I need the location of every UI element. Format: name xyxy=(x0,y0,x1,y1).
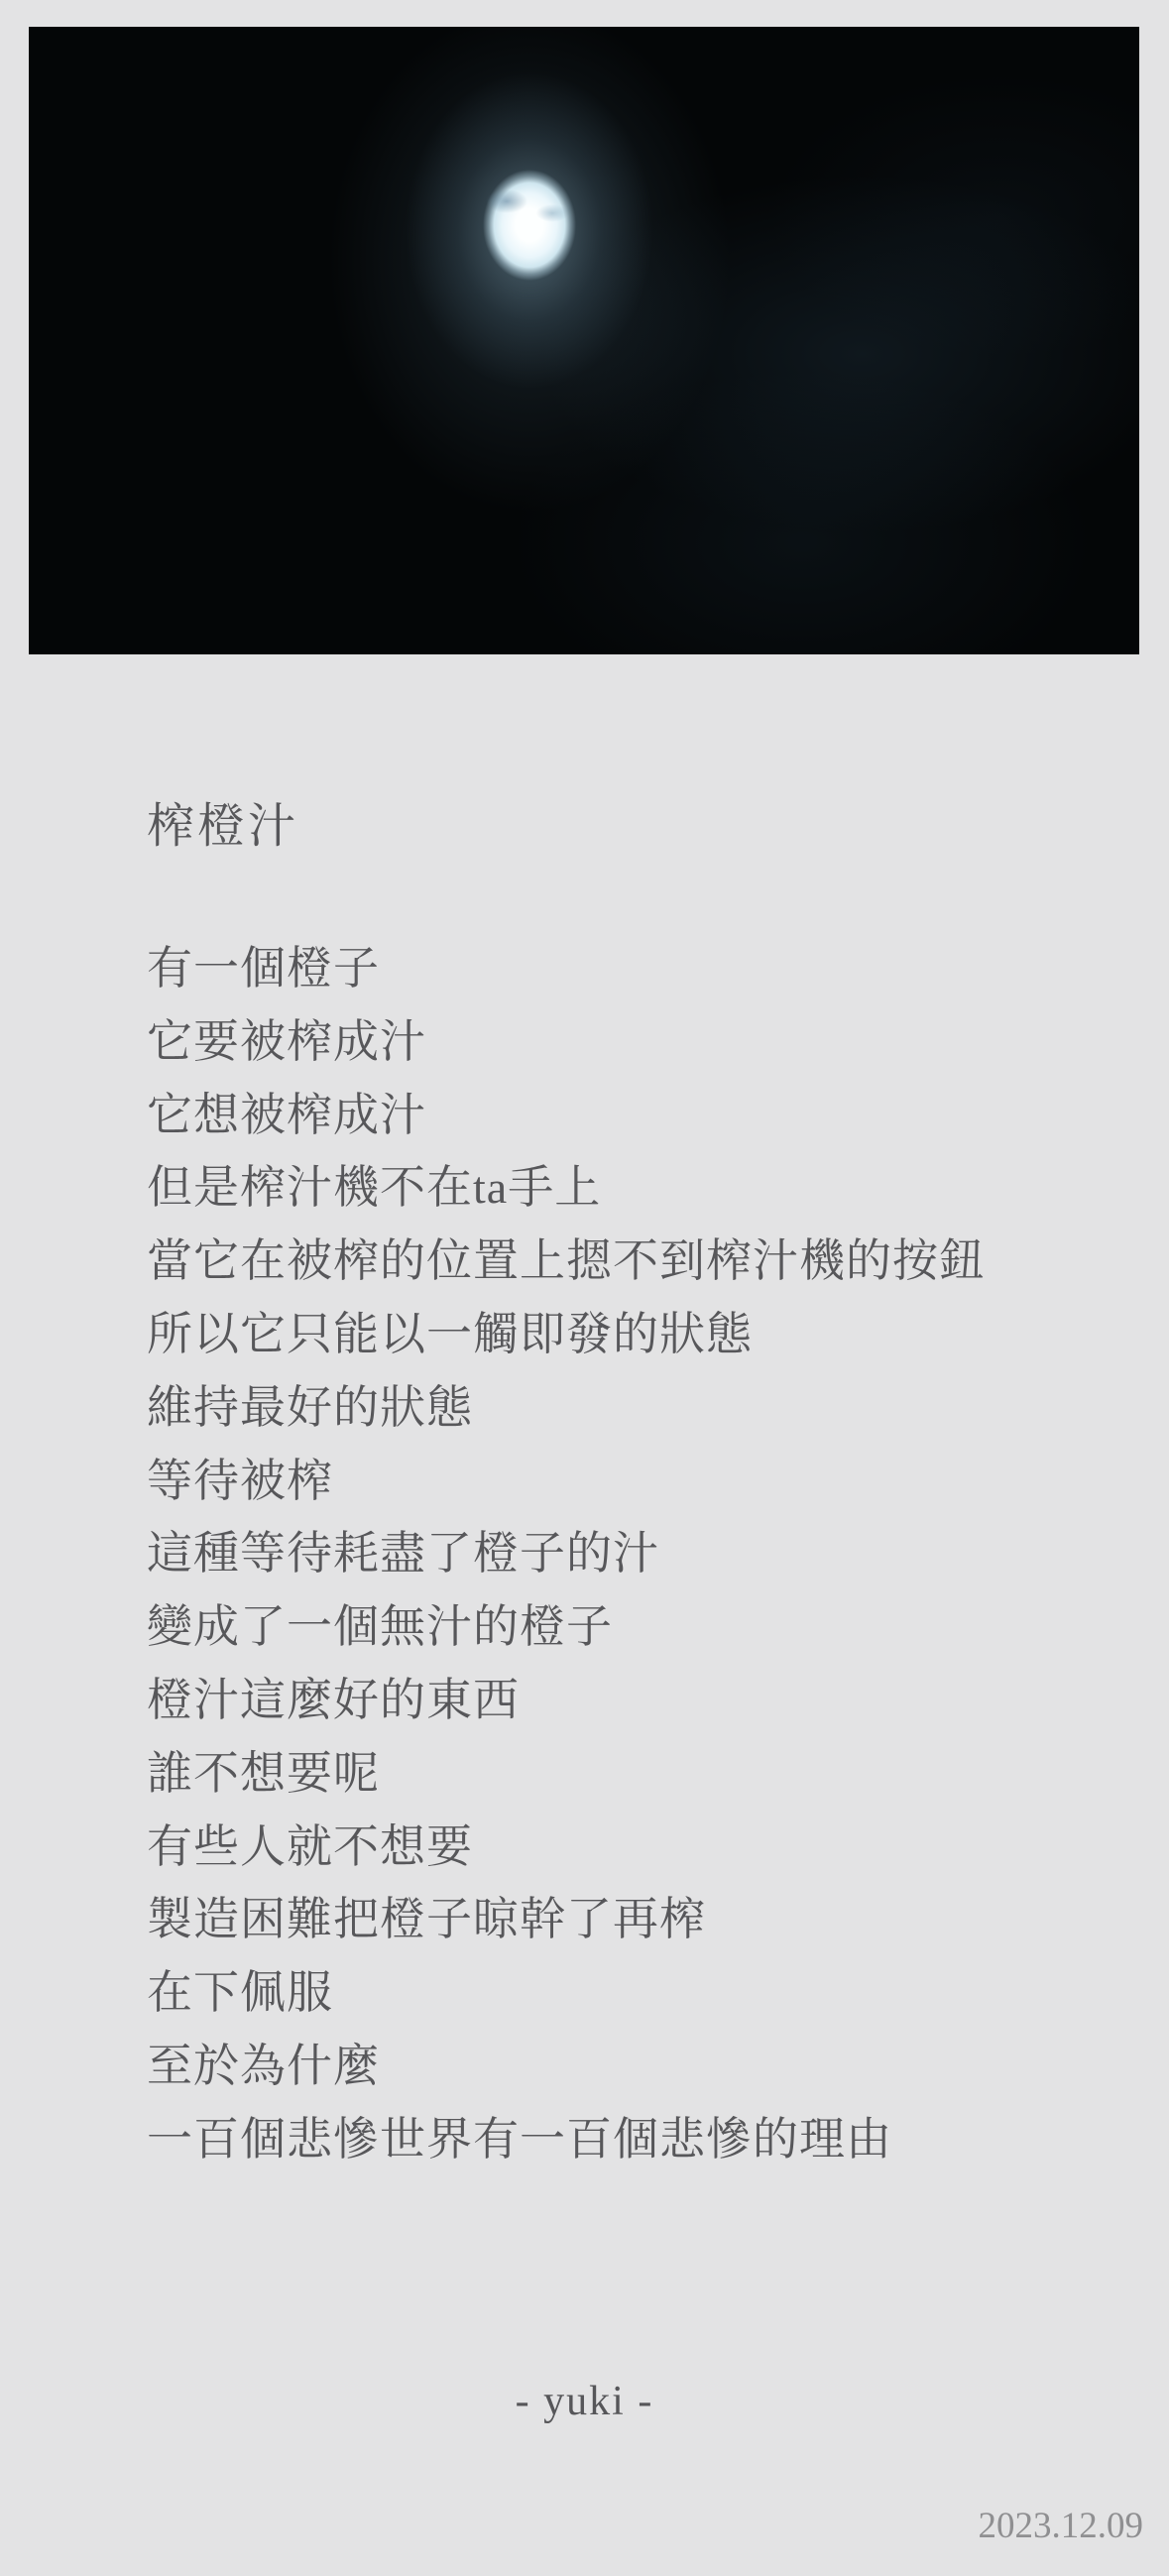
poem-line: 在下佩服 xyxy=(147,1967,333,2019)
poem-line: 變成了一個無汁的橙子 xyxy=(147,1601,613,1653)
poem-line: 製造困難把橙子晾幹了再榨 xyxy=(147,1894,706,1945)
poem-line: 所以它只能以一觸即發的狀態 xyxy=(147,1308,753,1359)
poem-line: 它想被榨成汁 xyxy=(147,1089,426,1140)
poem-line: 橙汁這麼好的東西 xyxy=(147,1674,520,1725)
poem-body xyxy=(147,932,1128,2176)
poem-line: 有一個橙子 xyxy=(147,943,380,994)
poem-line: 它要被榨成汁 xyxy=(147,1015,426,1067)
date-label: 2023.12.09 xyxy=(978,2506,1143,2546)
author-signature: - yuki - xyxy=(515,2379,654,2424)
moon-night-sky-photo xyxy=(29,27,1139,654)
poem-line: 誰不想要呢 xyxy=(147,1747,380,1799)
poem-line: 當它在被榨的位置上摁不到榨汁機的按鈕 xyxy=(147,1235,986,1287)
poem-line: 有些人就不想要 xyxy=(147,1820,473,1872)
poem-line: 但是榨汁機不在ta手上 xyxy=(147,1162,602,1214)
poem-line: 至於為什麼 xyxy=(147,2040,380,2091)
poem-line: 等待被榨 xyxy=(147,1455,333,1506)
poem-line: 一百個悲慘世界有一百個悲慘的理由 xyxy=(147,2113,892,2165)
poem-line: 這種等待耗盡了橙子的汁 xyxy=(147,1528,659,1580)
poem-title: 榨橙汁 xyxy=(147,800,299,853)
poem-line: 維持最好的狀態 xyxy=(147,1381,473,1433)
